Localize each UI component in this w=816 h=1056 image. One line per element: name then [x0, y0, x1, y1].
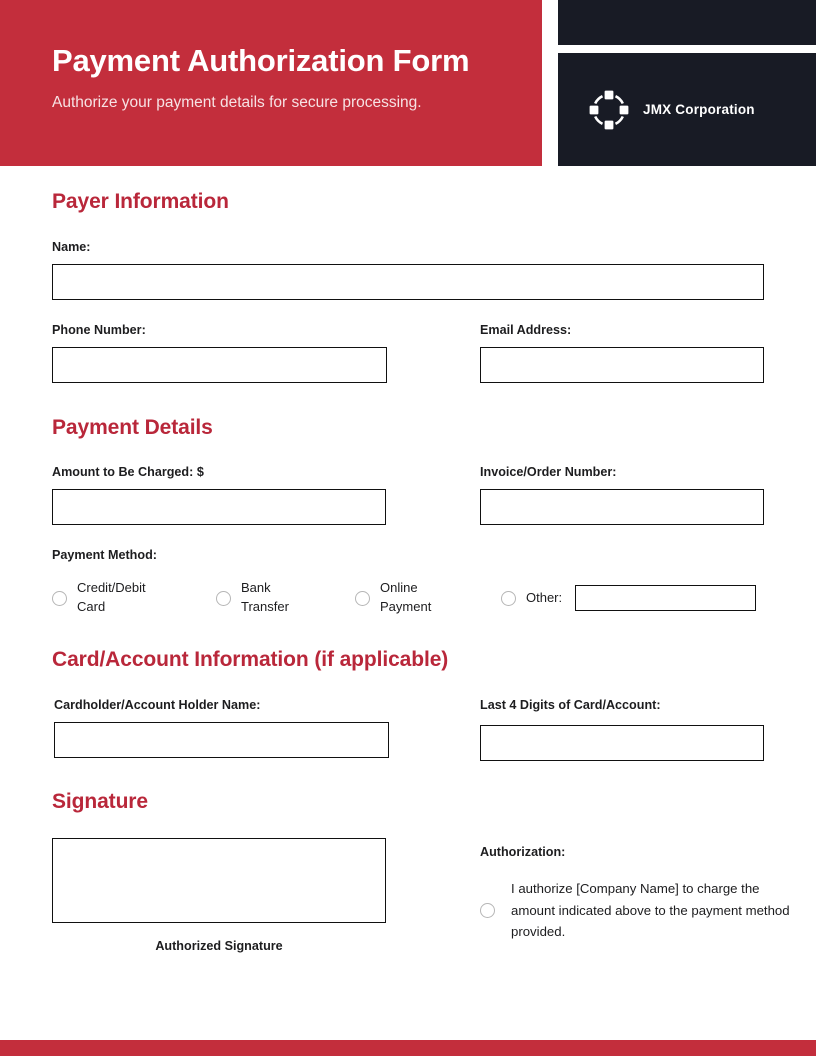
last4-field-group	[480, 698, 764, 761]
header-accent-bar	[558, 0, 816, 45]
section-heading-card-account: Card/Account Information (if applicable)	[52, 648, 449, 672]
phone-label: Phone Number:	[52, 323, 146, 338]
name-input[interactable]	[52, 264, 764, 300]
signature-row	[52, 838, 790, 954]
radio-icon[interactable]	[52, 591, 67, 606]
page-title: Payment Authorization Form	[52, 43, 470, 78]
other-payment-method-input[interactable]	[575, 585, 756, 611]
radio-icon[interactable]	[355, 591, 370, 606]
last4-input[interactable]	[480, 725, 764, 761]
radio-label: Credit/Debit Card	[77, 580, 146, 615]
invoice-label: Invoice/Order Number:	[480, 465, 617, 480]
radio-option-bank-transfer[interactable]	[216, 579, 355, 617]
payment-details-section	[52, 416, 764, 617]
payment-method-options	[52, 579, 764, 617]
radio-option-online-payment[interactable]	[355, 579, 501, 617]
payment-method-group	[52, 548, 764, 617]
invoice-input[interactable]	[480, 489, 764, 525]
phone-field-group	[52, 323, 433, 383]
email-field-group	[480, 323, 764, 383]
brand-logo-block	[558, 53, 816, 166]
name-field-group	[52, 240, 764, 300]
brand-name: JMX Corporation	[643, 102, 755, 117]
email-label: Email Address:	[480, 323, 572, 338]
page-subtitle: Authorize your payment details for secure processing.	[52, 94, 422, 112]
radio-label: Online Payment	[380, 580, 432, 615]
section-heading-payer: Payer Information	[52, 190, 229, 213]
section-heading-payment: Payment Details	[52, 416, 213, 440]
radio-icon[interactable]	[216, 591, 231, 606]
radio-label: Bank Transfer	[241, 580, 289, 615]
column-spacer	[433, 698, 480, 761]
section-heading-signature: Signature	[52, 790, 148, 814]
amount-label: Amount to Be Charged: $	[52, 465, 204, 480]
contact-row	[52, 323, 764, 383]
amount-input[interactable]	[52, 489, 386, 525]
amount-field-group	[52, 465, 433, 525]
invoice-field-group	[480, 465, 764, 525]
authorization-group	[480, 838, 801, 953]
authorization-text: I authorize [Company Name] to charge the amount indicated above to the payment method provided.	[511, 881, 790, 940]
radio-label: Other:	[526, 589, 563, 605]
phone-input[interactable]	[52, 347, 387, 383]
cardholder-field-group	[52, 698, 433, 761]
column-spacer	[433, 465, 480, 525]
bracket-circle-logo-icon	[588, 89, 630, 131]
amount-row	[52, 465, 764, 525]
card-account-information-section	[52, 648, 764, 761]
email-input[interactable]	[480, 347, 764, 383]
last4-label: Last 4 Digits of Card/Account:	[480, 698, 661, 713]
form-header-banner	[0, 0, 542, 166]
radio-option-other[interactable]	[501, 585, 764, 611]
card-row	[52, 698, 764, 761]
payer-information-section	[52, 190, 764, 383]
radio-icon[interactable]	[501, 591, 516, 606]
column-spacer	[433, 838, 480, 953]
signature-canvas[interactable]	[52, 838, 386, 923]
cardholder-input[interactable]	[54, 722, 389, 758]
payment-method-label: Payment Method:	[52, 548, 157, 563]
radio-option-credit-debit-card[interactable]	[52, 579, 216, 617]
form-content	[0, 166, 816, 953]
footer-accent-bar	[0, 1040, 816, 1056]
radio-icon[interactable]	[480, 903, 495, 918]
signature-section	[52, 790, 790, 954]
signature-caption: Authorized Signature	[155, 939, 283, 954]
signature-field-group	[52, 838, 433, 953]
name-label: Name:	[52, 240, 91, 254]
column-spacer	[433, 323, 480, 383]
authorization-label: Authorization:	[480, 845, 566, 860]
authorization-consent[interactable]	[480, 878, 801, 943]
cardholder-label: Cardholder/Account Holder Name:	[54, 698, 261, 713]
